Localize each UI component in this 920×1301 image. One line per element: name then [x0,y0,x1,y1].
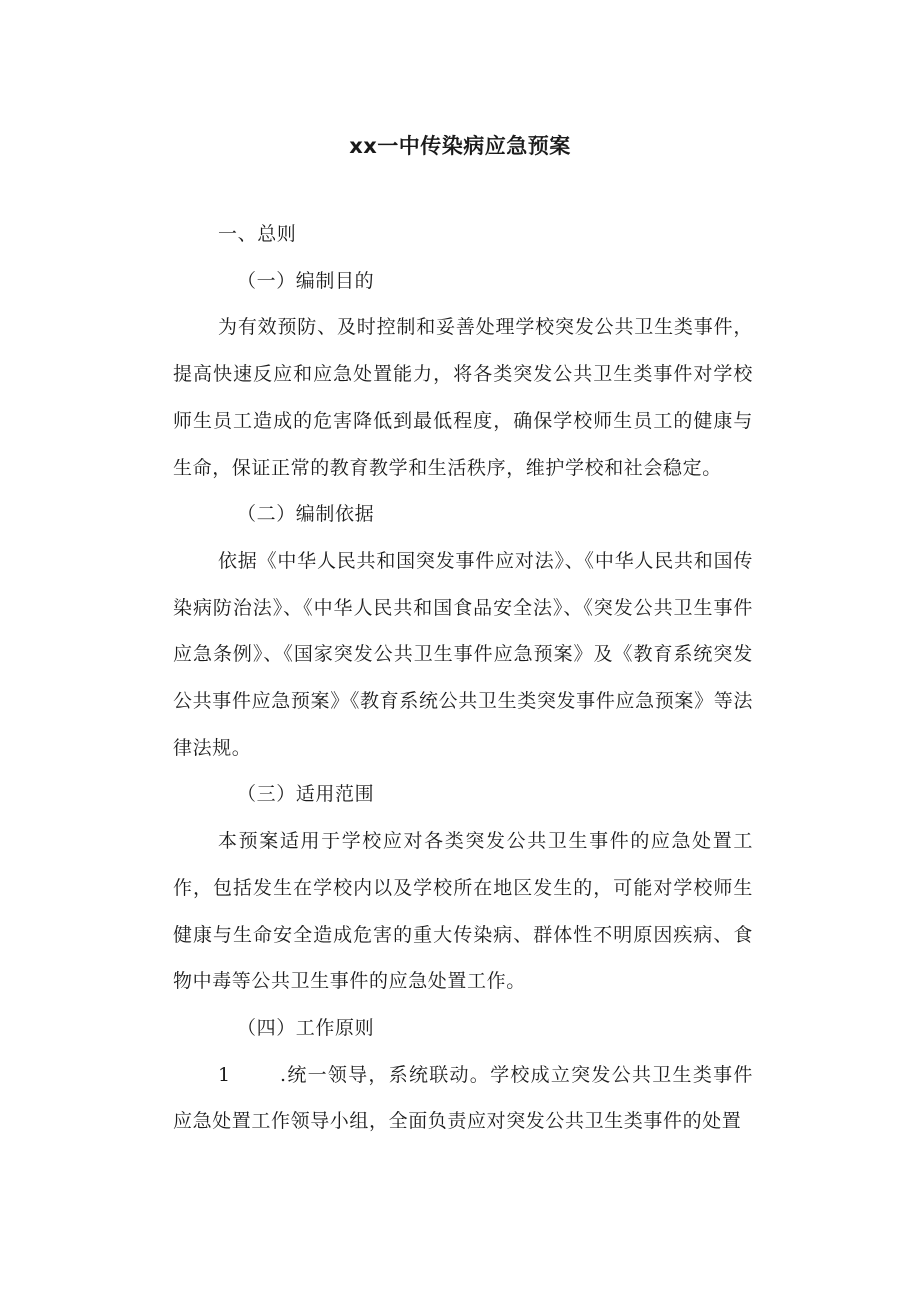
subsection-heading-scope: （三）适用范围 [237,783,375,806]
subsection-heading-principles: （四）工作原则 [237,1016,375,1039]
document-title: xx一中传染病应急预案 [349,134,571,158]
document-body [173,211,753,1145]
paragraph-purpose: 为有效预防、及时控制和妥善处理学校突发公共卫生类事件，提高快速反应和应急处置能力，将各类突发公共卫生类事件对学校师生员工造成的危害降低到最低程度，确保学校师生员工的健康与生命，保证正常的教育教学和生活秩序，维护学校和社会稳定。 [173,316,753,479]
subsection-heading-basis: （二）编制依据 [237,503,375,526]
numbered-item-1 [173,1052,753,1145]
subsection-heading-purpose: （一）编制目的 [237,269,375,292]
item-number: 1 [218,1063,231,1086]
section-heading-general: 一、总则 [218,223,297,245]
item-text: .统一领导，系统联动。学校成立突发公共卫生类事件应急处置工作领导小组，全面负责应对突发公共卫生类事件的处置 [173,1063,753,1133]
paragraph-scope: 本预案适用于学校应对各类突发公共卫生事件的应急处置工作，包括发生在学校内以及学校所在地区发生的，可能对学校师生健康与生命安全造成危害的重大传染病、群体性不明原因疾病、食物中毒等公共卫生事件的应急处置工作。 [173,830,753,993]
paragraph-basis: 依据《中华人民共和国突发事件应对法》、《中华人民共和国传染病防治法》、《中华人民共和国食品安全法》、《突发公共卫生事件应急条例》、《国家突发公共卫生事件应急预案》及《教育系统突发公共事件应急预案》《教育系统公共卫生类突发事件应急预案》等法律法规。 [173,549,753,759]
